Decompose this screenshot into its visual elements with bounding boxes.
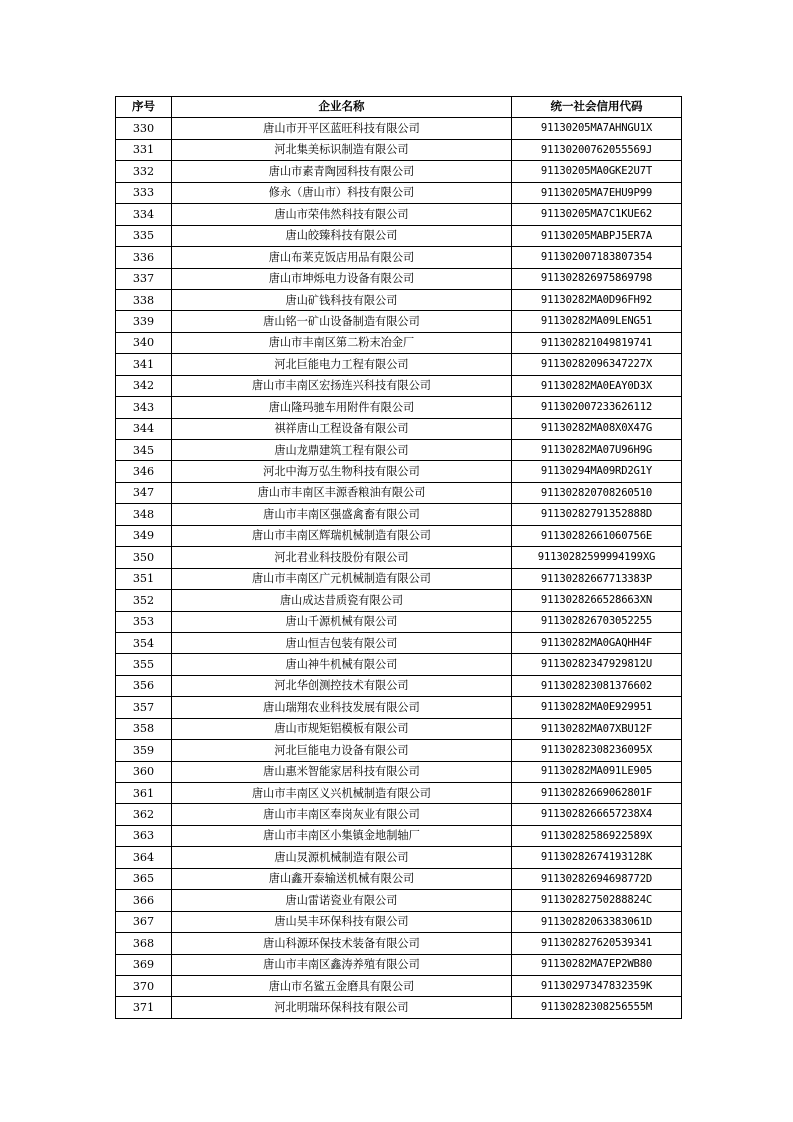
credit-code-cell: 91130282MA07U96H9G (512, 440, 682, 461)
company-name-cell: 唐山市丰南区广元机械制造有限公司 (172, 568, 512, 589)
credit-code-cell: 91130205MA7AHNGU1X (512, 118, 682, 139)
serial-number-cell: 348 (116, 504, 172, 525)
serial-number-cell: 362 (116, 804, 172, 825)
company-name-cell: 唐山龙鼎建筑工程有限公司 (172, 440, 512, 461)
company-name-cell: 唐山市丰南区强盛禽畜有限公司 (172, 504, 512, 525)
serial-number-cell: 343 (116, 397, 172, 418)
company-name-cell: 唐山瑞翔农业科技发展有限公司 (172, 697, 512, 718)
credit-code-cell: 91130282MA0D96FH92 (512, 289, 682, 310)
table-row (116, 740, 682, 761)
table-row (116, 611, 682, 632)
credit-code-cell: 91130282750288824C (512, 890, 682, 911)
serial-number-cell: 333 (116, 182, 172, 203)
table-row (116, 547, 682, 568)
serial-number-cell: 371 (116, 997, 172, 1018)
company-name-cell: 唐山昊丰环保科技有限公司 (172, 911, 512, 932)
company-name-cell: 唐山科源环保技术装备有限公司 (172, 933, 512, 954)
table-row (116, 268, 682, 289)
table-row (116, 632, 682, 653)
company-name-cell: 唐山市丰南区小集镇金地制轴厂 (172, 825, 512, 846)
table-row (116, 118, 682, 139)
company-name-cell: 唐山市荣伟然科技有限公司 (172, 204, 512, 225)
header-serial-number: 序号 (116, 97, 172, 118)
credit-code-cell: 911302821049819741 (512, 332, 682, 353)
table-row (116, 997, 682, 1018)
table-row (116, 825, 682, 846)
serial-number-cell: 356 (116, 675, 172, 696)
serial-number-cell: 365 (116, 868, 172, 889)
header-row (116, 97, 682, 118)
table-row (116, 397, 682, 418)
credit-code-cell: 91130282674193128K (512, 847, 682, 868)
company-name-cell: 唐山市丰南区丰源香粮油有限公司 (172, 482, 512, 503)
credit-code-cell: 91130294MA09RD2G1Y (512, 461, 682, 482)
serial-number-cell: 330 (116, 118, 172, 139)
serial-number-cell: 337 (116, 268, 172, 289)
company-name-cell: 唐山神牛机械有限公司 (172, 654, 512, 675)
company-name-cell: 河北中海万弘生物科技有限公司 (172, 461, 512, 482)
company-name-cell: 河北巨能电力设备有限公司 (172, 740, 512, 761)
table-row (116, 654, 682, 675)
table-row (116, 761, 682, 782)
serial-number-cell: 366 (116, 890, 172, 911)
serial-number-cell: 345 (116, 440, 172, 461)
company-name-cell: 唐山市丰南区义兴机械制造有限公司 (172, 783, 512, 804)
credit-code-cell: 91130282586922589X (512, 825, 682, 846)
table-row (116, 504, 682, 525)
serial-number-cell: 332 (116, 161, 172, 182)
credit-code-cell: 91130200762055569J (512, 139, 682, 160)
serial-number-cell: 351 (116, 568, 172, 589)
serial-number-cell: 346 (116, 461, 172, 482)
company-name-cell: 唐山隆玛驰车用附件有限公司 (172, 397, 512, 418)
serial-number-cell: 355 (116, 654, 172, 675)
credit-code-cell: 91130282694698772D (512, 868, 682, 889)
serial-number-cell: 331 (116, 139, 172, 160)
credit-code-cell: 91130205MA7C1KUE62 (512, 204, 682, 225)
table-row (116, 332, 682, 353)
serial-number-cell: 350 (116, 547, 172, 568)
table-row (116, 954, 682, 975)
company-name-cell: 唐山市丰南区第二粉末冶金厂 (172, 332, 512, 353)
credit-code-cell: 911302823081376602 (512, 675, 682, 696)
table-row (116, 718, 682, 739)
table-row (116, 461, 682, 482)
table-row (116, 311, 682, 332)
company-name-cell: 唐山雷诺瓷业有限公司 (172, 890, 512, 911)
company-name-cell: 祺祥唐山工程设备有限公司 (172, 418, 512, 439)
company-name-cell: 唐山恒吉包装有限公司 (172, 632, 512, 653)
table-row (116, 161, 682, 182)
serial-number-cell: 353 (116, 611, 172, 632)
credit-code-cell: 91130205MABPJ5ER7A (512, 225, 682, 246)
company-name-cell: 唐山鑫开泰输送机械有限公司 (172, 868, 512, 889)
credit-code-cell: 91130282MA07XBU12F (512, 718, 682, 739)
table-row (116, 890, 682, 911)
credit-code-cell: 91130205MA7EHU9P99 (512, 182, 682, 203)
company-name-cell: 唐山市规矩铝模板有限公司 (172, 718, 512, 739)
table-row (116, 247, 682, 268)
serial-number-cell: 347 (116, 482, 172, 503)
header-company-name: 企业名称 (172, 97, 512, 118)
table-row (116, 354, 682, 375)
company-name-cell: 唐山矿钱科技有限公司 (172, 289, 512, 310)
table-row (116, 783, 682, 804)
serial-number-cell: 370 (116, 975, 172, 996)
serial-number-cell: 349 (116, 525, 172, 546)
serial-number-cell: 341 (116, 354, 172, 375)
credit-code-cell: 91130282308236095X (512, 740, 682, 761)
enterprise-table (115, 96, 682, 1019)
table-row (116, 590, 682, 611)
credit-code-cell: 91130205MA0GKE2U7T (512, 161, 682, 182)
table-row (116, 204, 682, 225)
company-name-cell: 唐山惠米智能家居科技有限公司 (172, 761, 512, 782)
serial-number-cell: 336 (116, 247, 172, 268)
credit-code-cell: 91130282MA091LE905 (512, 761, 682, 782)
table-row (116, 804, 682, 825)
credit-code-cell: 91130282661060756E (512, 525, 682, 546)
company-name-cell: 唐山市素青陶园科技有限公司 (172, 161, 512, 182)
table-row (116, 911, 682, 932)
serial-number-cell: 352 (116, 590, 172, 611)
table-row (116, 289, 682, 310)
serial-number-cell: 367 (116, 911, 172, 932)
table-row (116, 675, 682, 696)
credit-code-cell: 911302820708260510 (512, 482, 682, 503)
company-name-cell: 修永（唐山市）科技有限公司 (172, 182, 512, 203)
company-name-cell: 唐山市丰南区鑫涛养殖有限公司 (172, 954, 512, 975)
credit-code-cell: 91130282063383061D (512, 911, 682, 932)
table-row (116, 440, 682, 461)
company-name-cell: 唐山市丰南区奉岗灰业有限公司 (172, 804, 512, 825)
credit-code-cell: 91130282308256555M (512, 997, 682, 1018)
table-row (116, 482, 682, 503)
credit-code-cell: 91130297347832359K (512, 975, 682, 996)
table-row (116, 975, 682, 996)
credit-code-cell: 911302007183807354 (512, 247, 682, 268)
table-row (116, 139, 682, 160)
table-row (116, 225, 682, 246)
serial-number-cell: 364 (116, 847, 172, 868)
credit-code-cell: 91130282MA08X0X47G (512, 418, 682, 439)
table-row (116, 182, 682, 203)
table-row (116, 525, 682, 546)
serial-number-cell: 342 (116, 375, 172, 396)
company-name-cell: 唐山市丰南区辉瑞机械制造有限公司 (172, 525, 512, 546)
credit-code-cell: 9113028266528663XN (512, 590, 682, 611)
company-name-cell: 唐山炅源机械制造有限公司 (172, 847, 512, 868)
serial-number-cell: 368 (116, 933, 172, 954)
credit-code-cell: 911302827620539341 (512, 933, 682, 954)
company-name-cell: 河北君业科技股份有限公司 (172, 547, 512, 568)
company-name-cell: 唐山市开平区蓝旺科技有限公司 (172, 118, 512, 139)
company-name-cell: 河北集美标识制造有限公司 (172, 139, 512, 160)
credit-code-cell: 911302007233626112 (512, 397, 682, 418)
credit-code-cell: 91130282599994199XG (512, 547, 682, 568)
credit-code-cell: 911302826975869798 (512, 268, 682, 289)
credit-code-cell: 91130282MA7EP2WB80 (512, 954, 682, 975)
table-row (116, 847, 682, 868)
credit-code-cell: 91130282MA0EAY0D3X (512, 375, 682, 396)
serial-number-cell: 361 (116, 783, 172, 804)
table-row (116, 933, 682, 954)
company-name-cell: 唐山市名鲨五金磨具有限公司 (172, 975, 512, 996)
serial-number-cell: 369 (116, 954, 172, 975)
serial-number-cell: 358 (116, 718, 172, 739)
credit-code-cell: 91130282667713383P (512, 568, 682, 589)
table-row (116, 697, 682, 718)
company-name-cell: 河北华创测控技术有限公司 (172, 675, 512, 696)
credit-code-cell: 91130282MA0GAQHH4F (512, 632, 682, 653)
serial-number-cell: 335 (116, 225, 172, 246)
company-name-cell: 唐山市坤烁电力设备有限公司 (172, 268, 512, 289)
credit-code-cell: 91130282669062801F (512, 783, 682, 804)
table-row (116, 375, 682, 396)
serial-number-cell: 359 (116, 740, 172, 761)
serial-number-cell: 339 (116, 311, 172, 332)
serial-number-cell: 357 (116, 697, 172, 718)
serial-number-cell: 340 (116, 332, 172, 353)
credit-code-cell: 9113028266657238X4 (512, 804, 682, 825)
credit-code-cell: 91130282347929812U (512, 654, 682, 675)
company-name-cell: 唐山皎臻科技有限公司 (172, 225, 512, 246)
company-name-cell: 唐山市丰南区宏扬连兴科技有限公司 (172, 375, 512, 396)
serial-number-cell: 344 (116, 418, 172, 439)
table-row (116, 568, 682, 589)
company-name-cell: 河北巨能电力工程有限公司 (172, 354, 512, 375)
table-row (116, 418, 682, 439)
company-name-cell: 唐山成达昔质瓷有限公司 (172, 590, 512, 611)
credit-code-cell: 911302826703052255 (512, 611, 682, 632)
credit-code-cell: 91130282MA0E929951 (512, 697, 682, 718)
serial-number-cell: 334 (116, 204, 172, 225)
serial-number-cell: 360 (116, 761, 172, 782)
header-credit-code: 统一社会信用代码 (512, 97, 682, 118)
company-name-cell: 唐山铭一矿山设备制造有限公司 (172, 311, 512, 332)
company-name-cell: 唐山布莱克饭店用品有限公司 (172, 247, 512, 268)
serial-number-cell: 354 (116, 632, 172, 653)
table-row (116, 868, 682, 889)
company-name-cell: 河北明瑞环保科技有限公司 (172, 997, 512, 1018)
credit-code-cell: 91130282791352888D (512, 504, 682, 525)
credit-code-cell: 91130282096347227X (512, 354, 682, 375)
serial-number-cell: 338 (116, 289, 172, 310)
company-name-cell: 唐山千源机械有限公司 (172, 611, 512, 632)
serial-number-cell: 363 (116, 825, 172, 846)
credit-code-cell: 91130282MA09LENG51 (512, 311, 682, 332)
